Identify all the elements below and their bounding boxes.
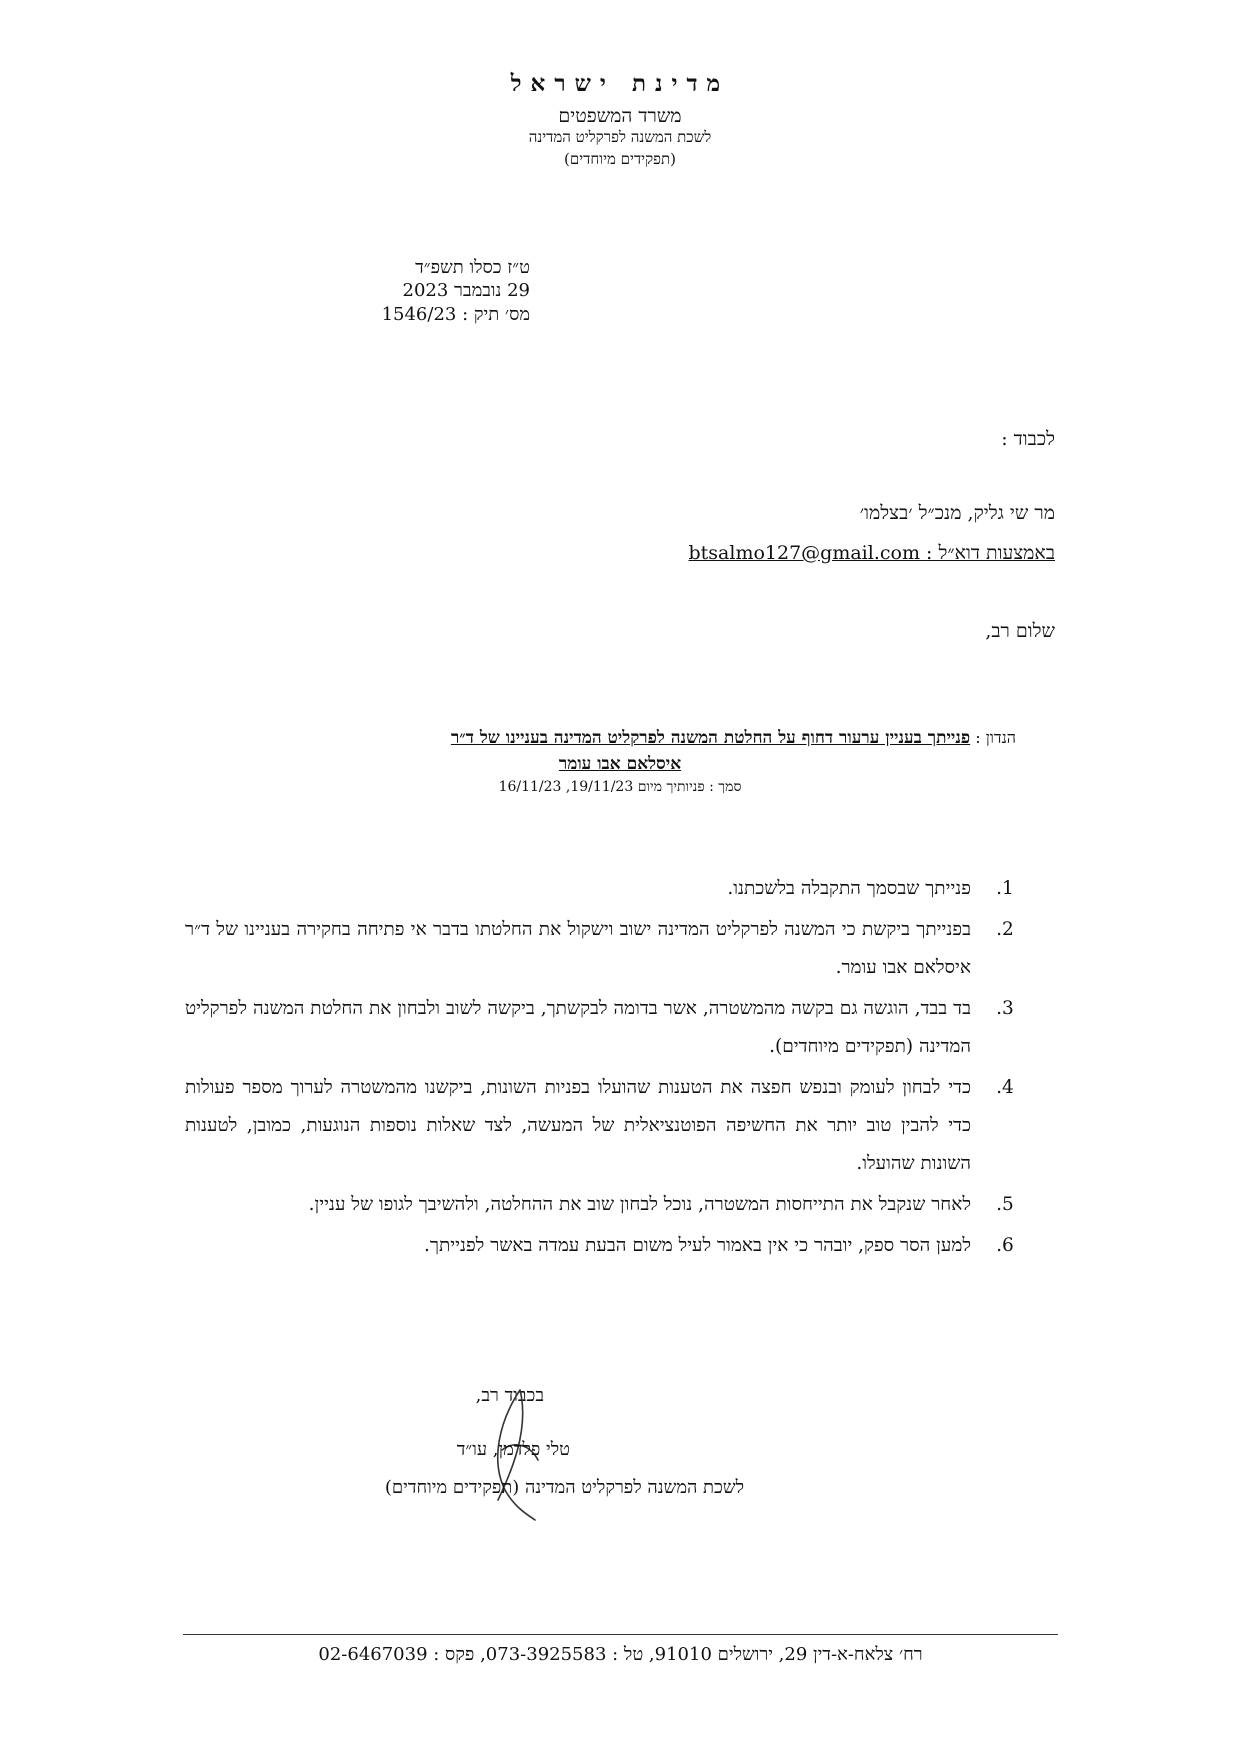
addressee-label: לכבוד : (1001, 428, 1055, 450)
item-text: למען הסר ספק, יובהר כי אין באמור לעיל משום הבעת עמדה באשר לפנייתך. (424, 1235, 971, 1256)
item-number: 1. (996, 878, 1014, 899)
gregorian-date: 29 נובמבר 2023 (402, 280, 530, 301)
item-number: 4. (996, 1077, 1014, 1098)
file-number: מס׳ תיק : 1546/23 (381, 304, 530, 325)
item-number: 2. (996, 919, 1014, 940)
hebrew-date: ט״ז כסלו תשפ״ד (415, 257, 530, 278)
list-item (185, 1227, 1020, 1265)
list-item (185, 990, 1020, 1066)
list-item (185, 870, 1020, 908)
item-text: פנייתך שבסמך התקבלה בלשכתנו. (727, 878, 971, 899)
signatory-role: לשכת המשנה לפרקליט המדינה (תפקידים מיוחדים) (384, 1477, 744, 1498)
greeting: שלום רב, (985, 620, 1055, 642)
footer-divider (183, 1634, 1058, 1635)
email-label: באמצעות דוא״ל : (926, 542, 1055, 564)
paragraph-list (185, 870, 1020, 1268)
item-text: בד בבד, הוגשה גם בקשה מהמשטרה, אשר בדומה לבקשתך, ביקשה לשוב ולבחון את החלטת המשנה לפרקליט המדינה (תפקידים מיוחדים). (185, 998, 971, 1057)
list-item (185, 1069, 1020, 1183)
subject-label: הנדון : (975, 728, 1016, 747)
subject-text: פנייתך בעניין ערעור דחוף על החלטת המשנה לפרקליט המדינה בעניינו של ד״ר (450, 728, 971, 748)
item-text: כדי לבחון לעומק ובנפש חפצה את הטענות שהועלו בפניות השונות, ביקשנו מהמשטרה לערוך מספר פעולות כדי להבין טוב יותר את החשיפה הפוטנציאלית של המעשה, לצד שאלות נוספות הנוגעות, כמובן, לטענות השונות שהועלו. (185, 1077, 971, 1174)
list-item (185, 911, 1020, 987)
subject-text-continued: איסלאם אבו עומר (558, 754, 682, 774)
addressee-email-line (689, 542, 1056, 565)
closing-regards: בכבוד רב, (475, 1385, 544, 1406)
subject-reference: סמך : פניותיך מיום 19/11/23, 16/11/23 (498, 779, 742, 795)
item-number: 5. (996, 1194, 1014, 1215)
addressee-name: מר שי גליק, מנכ״ל ׳בצלמו׳ (859, 502, 1055, 524)
letterhead-ministry: משרד המשפטים (558, 105, 682, 127)
subject-line (236, 728, 1016, 748)
letterhead-state: מדינת ישראל (510, 70, 730, 97)
footer-address: רח׳ צלאח-א-דין 29, ירושלים 91010, טל : 073-3925583, פקס : 02-6467039 (318, 1644, 923, 1665)
item-text: לאחר שנקבל את התייחסות המשטרה, נוכל לבחון שוב את ההחלטה, ולהשיבך לגופו של עניין. (308, 1194, 971, 1215)
letterhead-office: לשכת המשנה לפרקליט המדינה (528, 128, 712, 146)
item-text: בפנייתך ביקשת כי המשנה לפרקליט המדינה ישוב וישקול את החלטתו בדבר אי פתיחה בחקירה בעניינו של ד״ר איסלאם אבו עומר. (185, 919, 971, 978)
item-number: 6. (996, 1235, 1014, 1256)
email-address[interactable]: btsalmo127@gmail.com (688, 542, 920, 564)
list-item (185, 1186, 1020, 1224)
signatory-name: טלי פלדמן, עו״ד (456, 1439, 570, 1460)
item-number: 3. (996, 998, 1014, 1019)
letterhead-role: (תפקידים מיוחדים) (564, 150, 676, 168)
